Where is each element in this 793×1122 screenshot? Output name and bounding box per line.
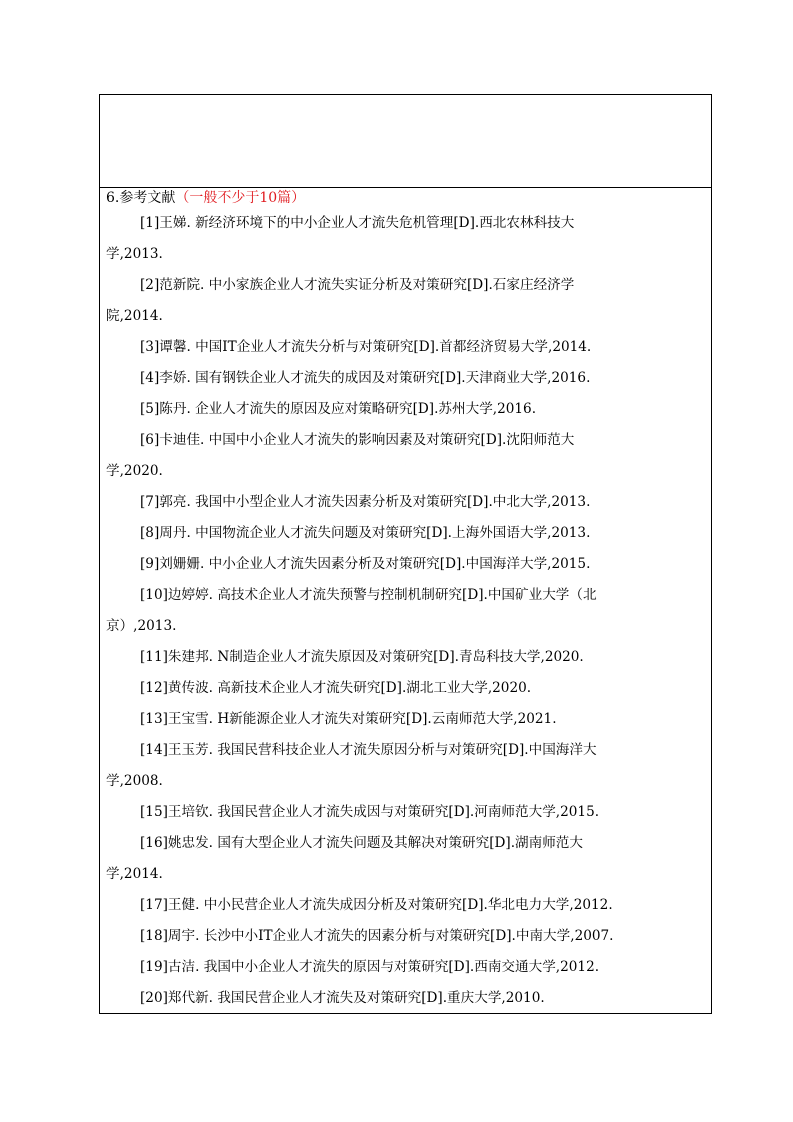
reference-line-1: [3]谭馨. 中国IT企业人才流失分析与对策研究[D].首都经济贸易大学,2014. [140, 339, 592, 355]
reference-line-1: [10]边婷婷. 高技术企业人才流失预警与控制机制研究[D].中国矿业大学（北 [140, 587, 597, 603]
reference-line-2: 京）,2013. [106, 618, 177, 634]
reference-item [106, 580, 696, 642]
reference-item [106, 642, 696, 673]
reference-item [106, 890, 696, 921]
empty-top-cell [100, 95, 711, 188]
reference-line-1: [11]朱建邦. N制造企业人才流失原因及对策研究[D].青岛科技大学,2020. [140, 649, 584, 665]
reference-line-1: [8]周丹. 中国物流企业人才流失问题及对策研究[D].上海外国语大学,2013. [140, 525, 591, 541]
reference-item [106, 735, 696, 797]
reference-item [106, 549, 696, 580]
references-cell [100, 188, 711, 1014]
reference-line-1: [18]周宇. 长沙中小IT企业人才流失的因素分析与对策研究[D].中南大学,2007. [140, 928, 614, 944]
reference-item [106, 921, 696, 952]
reference-line-1: [16]姚忠发. 国有大型企业人才流失问题及其解决对策研究[D].湖南师范大 [140, 835, 583, 851]
reference-line-1: [4]李娇. 国有钢铁企业人才流失的成因及对策研究[D].天津商业大学,2016. [140, 370, 591, 386]
reference-line-1: [9]刘姗姗. 中小企业人才流失因素分析及对策研究[D].中国海洋大学,2015. [140, 556, 591, 572]
reference-item [106, 363, 696, 394]
reference-line-1: [14]王玉芳. 我国民营科技企业人才流失原因分析与对策研究[D].中国海洋大 [140, 742, 597, 758]
references-heading-note: （一般不少于10篇） [175, 190, 306, 206]
reference-item [106, 425, 696, 487]
reference-list [106, 208, 705, 1014]
reference-line-1: [6]卡迪佳. 中国中小企业人才流失的影响因素及对策研究[D].沈阳师范大 [140, 432, 575, 448]
reference-line-2: 院,2014. [106, 308, 163, 324]
reference-item [106, 332, 696, 363]
reference-item [106, 952, 696, 983]
reference-item [106, 270, 696, 332]
reference-item [106, 487, 696, 518]
reference-line-2: 学,2013. [106, 246, 163, 262]
reference-line-1: [19]古洁. 我国中小企业人才流失的原因与对策研究[D].西南交通大学,2012. [140, 959, 600, 975]
reference-line-1: [13]王宝雪. H新能源企业人才流失对策研究[D].云南师范大学,2021. [140, 711, 557, 727]
reference-item [106, 518, 696, 549]
reference-item [106, 828, 696, 890]
reference-line-1: [2]范新院. 中小家族企业人才流失实证分析及对策研究[D].石家庄经济学 [140, 277, 575, 293]
references-heading-title: 6.参考文献 [106, 190, 176, 206]
reference-item [106, 673, 696, 704]
reference-line-1: [17]王健. 中小民营企业人才流失成因分析及对策研究[D].华北电力大学,2012. [140, 897, 613, 913]
reference-line-2: 学,2014. [106, 866, 163, 882]
reference-line-1: [1]王娣. 新经济环境下的中小企业人才流失危机管理[D].西北农林科技大 [140, 215, 575, 231]
form-table [99, 94, 712, 1014]
references-heading [106, 190, 705, 206]
reference-item [106, 983, 696, 1014]
reference-line-2: 学,2020. [106, 463, 163, 479]
reference-item [106, 394, 696, 425]
reference-line-1: [20]郑代新. 我国民营企业人才流失及对策研究[D].重庆大学,2010. [140, 990, 545, 1006]
reference-line-1: [15]王培钦. 我国民营企业人才流失成因与对策研究[D].河南师范大学,2015. [140, 804, 600, 820]
reference-line-1: [12]黄传波. 高新技术企业人才流失研究[D].湖北工业大学,2020. [140, 680, 532, 696]
reference-line-1: [7]郭亮. 我国中小型企业人才流失因素分析及对策研究[D].中北大学,2013. [140, 494, 591, 510]
reference-item [106, 208, 696, 270]
reference-line-1: [5]陈丹. 企业人才流失的原因及应对策略研究[D].苏州大学,2016. [140, 401, 537, 417]
reference-item [106, 797, 696, 828]
reference-line-2: 学,2008. [106, 773, 163, 789]
reference-item [106, 704, 696, 735]
